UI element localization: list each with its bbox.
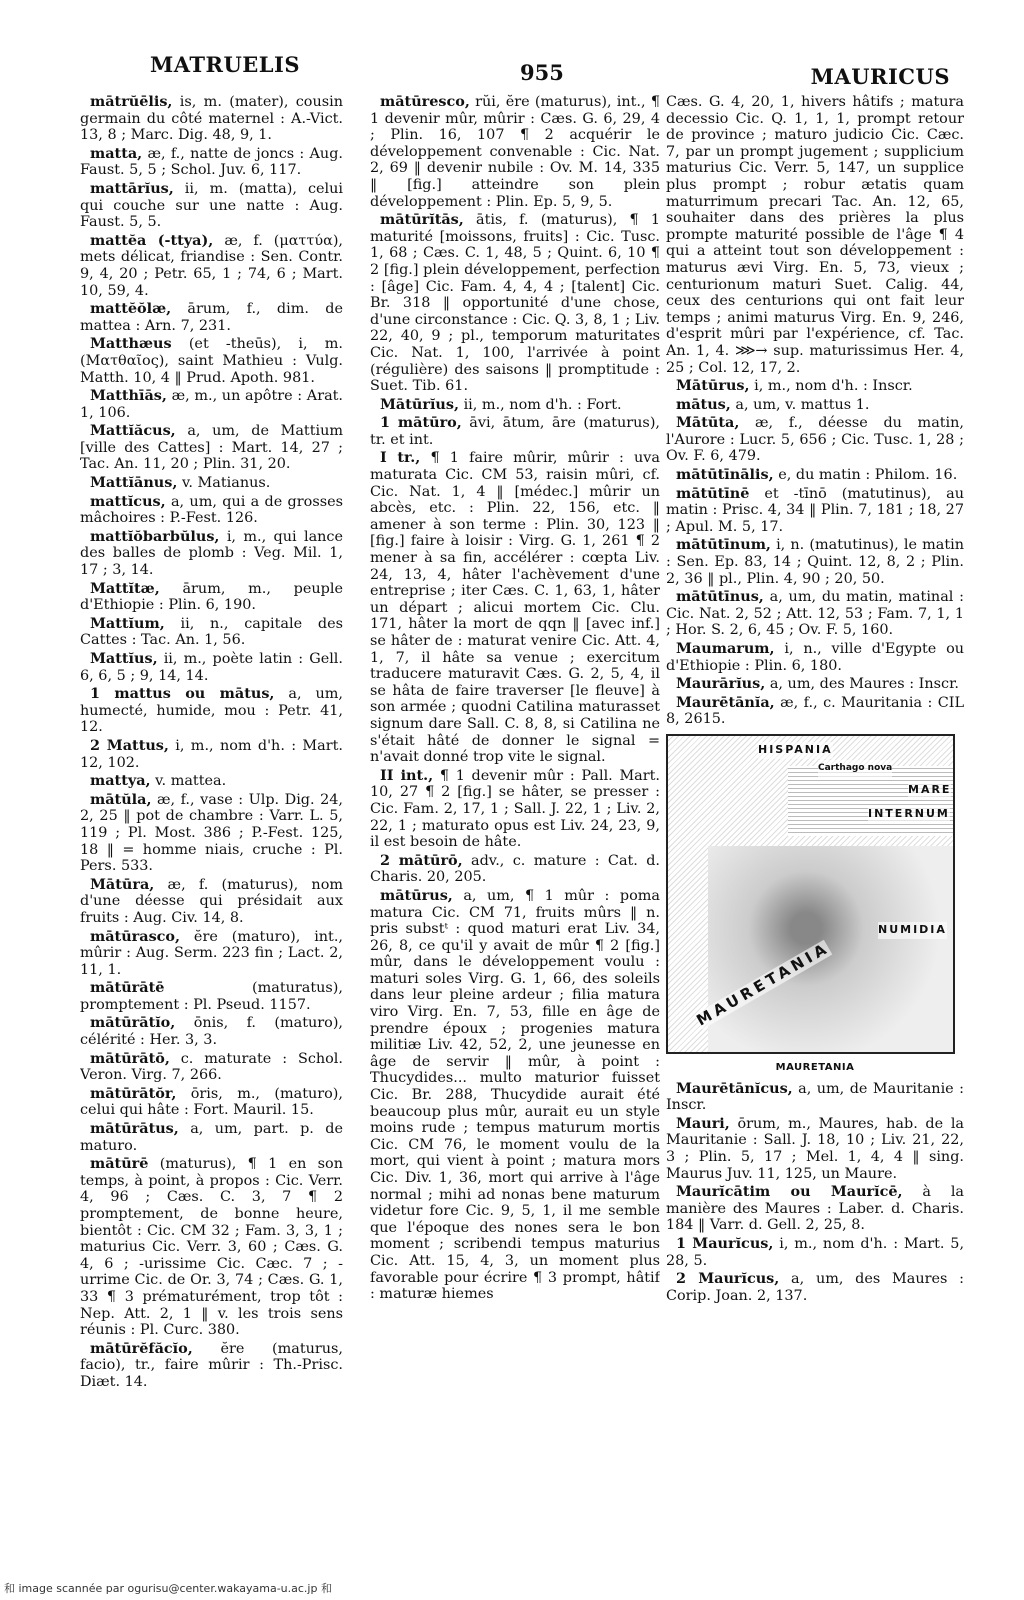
dictionary-entry [80, 1086, 343, 1119]
dictionary-entry [80, 181, 343, 231]
entry-headword: mātūrus, [380, 886, 453, 904]
dictionary-entry [370, 450, 660, 765]
entry-definition: i, m., nom d'h. : Inscr. [754, 378, 913, 395]
entry-headword: mātūrĕfăcĭo, [90, 1339, 193, 1357]
entry-headword: mātŭla, [90, 790, 152, 808]
entry-headword: Mauri, [676, 1114, 730, 1132]
dictionary-entry [370, 768, 660, 851]
dictionary-entry [666, 1081, 964, 1114]
map-figure [666, 734, 964, 1077]
entry-definition: æ, f., vase : Ulp. Dig. 24, 2, 25 ‖ pot de chambre : Varr. L. 5, 119 ; Pl. Most. 386 ; P.-Fest. 125, 18 ‖ = homme niais, cruche : Pl. Pers. 533. [80, 791, 343, 875]
entry-headword: Maurĭcātim ou Maurĭcē, [676, 1183, 903, 1201]
entry-definition: a, um, ¶ 1 mûr : poma matura Cic. CM 71, fruits mûrs ‖ n. pris substᵗ : quod maturi erat Liv. 34, 26, 8, ce qu'il y avait de mûr ¶ 2 [fig.] mûr, dans le développement voulu : maturi soles Virg. G. 1, 66, des soleils dans leur pleine ardeur ; filia matura viro Virg. En. 7, 53, fille en âge de prendre époux ; progenies matura militiæ Liv. 42, 52, 2, une jeunesse en âge de servir ‖ mûr, à point : Thucydides... multo maturior fuisset Cic. Br. 288, Thucydide aurait été beaucoup plus mûr, aurait eu un style moins rude ; tempus maturum mortis Cic. CM 76, le moment voulu de la mort, qui vient à point ; matura mors Cic. Div. 1, 36, mort qui arrive à l'âge normal ; mihi ad nonas bene maturum videtur fore Cic. 9, 5, 1, il me semble que l'époque des nones sera le bon moment ; scribendi tempus maturius Cic. Att. 15, 4, 3, un moment plus favorable pour écrire ¶ 3 prompt, hâtif : maturæ hiemes [370, 887, 660, 1303]
dictionary-entry [666, 695, 964, 728]
dictionary-entry [666, 641, 964, 674]
entry-definition: a, um, v. mattus 1. [735, 396, 870, 413]
entry-headword: Mattĭum, [90, 614, 165, 632]
dictionary-entry [80, 792, 343, 875]
entry-headword: Maurētānĭcus, [676, 1079, 793, 1097]
entry-definition: ārum, m., peuple d'Ethiopie : Plin. 6, 190. [80, 580, 343, 614]
entry-definition: a, um, de Mattium [ville des Cattes] : Mart. 14, 27 ; Tac. An. 11, 20 ; Plin. 31, 20. [80, 423, 343, 473]
dictionary-entry [80, 1051, 343, 1084]
map-image [666, 734, 955, 1054]
guide-word-right: MAURICUS [810, 64, 950, 89]
dictionary-entry [666, 486, 964, 536]
entry-definition: et -tīnō (matutinus), au matin : Prisc. 4, 34 ‖ Plin. 7, 181 ; 18, 27 ; Apul. M. 5, 17. [666, 485, 964, 535]
entry-headword: Maumarum, [676, 640, 775, 657]
entry-headword: 2 Maurĭcus, [676, 1270, 780, 1288]
entry-definition: a, um, humecté, humide, mou : Petr. 41, 12. [80, 686, 343, 736]
entry-definition: c. maturate : Schol. Veron. Virg. 7, 266. [80, 1050, 343, 1084]
dictionary-entry [80, 616, 343, 649]
entry-definition: ii, n., capitale des Cattes : Tac. An. 1, 56. [80, 615, 343, 649]
entry-definition: a, um, des Maures : Inscr. [769, 676, 959, 693]
entry-definition: a, um, de Mauritanie : Inscr. [666, 1080, 964, 1114]
map-label: HISPANIA [758, 742, 833, 759]
entry-headword: Maurētānĭa, [676, 693, 775, 711]
entry-headword: II int., [380, 766, 434, 784]
entry-definition: æ, f., déesse du matin, l'Aurore : Lucr. 5, 656 ; Cic. Tusc. 1, 28 ; Ov. F. 6, 479. [666, 415, 964, 465]
entry-definition: is, m. (mater), cousin germain du côté maternel : A.-Vict. 13, 8 ; Marc. Dig. 48, 9, 1. [80, 94, 343, 144]
dictionary-entry [666, 1184, 964, 1234]
dictionary-entry [370, 888, 660, 1303]
dictionary-entry [370, 397, 660, 414]
entry-headword: mātūrātē [90, 979, 165, 997]
entry-headword: mātrŭēlis, [90, 94, 173, 110]
entry-headword: Matthæus [90, 335, 172, 353]
page-number: 955 [520, 60, 564, 85]
entry-headword: Mātūra, [90, 875, 155, 893]
entry-headword: 2 mātūrō, [380, 851, 463, 869]
entry-headword: Mattĭtæ, [90, 579, 160, 597]
dictionary-entry [80, 929, 343, 979]
dictionary-entry [666, 378, 964, 395]
entry-definition: æ, m., un apôtre : Arat. 1, 106. [80, 388, 343, 421]
entry-headword: mātūresco, [380, 94, 470, 110]
entry-headword: mātūtīnālis, [676, 466, 774, 484]
entry-headword: mātūtīnus, [676, 588, 764, 606]
column-2 [370, 94, 660, 1560]
dictionary-entry [80, 1121, 343, 1154]
dictionary-entry [666, 467, 964, 484]
dictionary-entry [80, 1015, 343, 1048]
map-caption: MAURETANIA [775, 1061, 855, 1073]
dictionary-entry [370, 853, 660, 886]
entry-headword: matta, [90, 144, 143, 162]
entry-headword: 1 Maurĭcus, [676, 1234, 774, 1252]
dictionary-entry [80, 388, 343, 421]
dictionary-entry [666, 589, 964, 639]
scan-footer: 和 image scannée par ogurisu@center.wakayama-u.ac.jp 和 [4, 1582, 332, 1595]
map-label: Carthago nova [818, 760, 892, 777]
map-label: MAURETANIA [693, 938, 833, 1030]
dictionary-entry [370, 415, 660, 448]
dictionary-entry [666, 1271, 964, 1304]
column-1 [80, 94, 343, 1560]
entry-headword: mattĭcus, [90, 492, 166, 510]
entry-definition: ĕre (maturo), int., mûrir : Aug. Serm. 223 fin ; Lact. 2, 11, 1. [80, 928, 343, 978]
entry-headword: mattĭŏbarbŭlus, [90, 527, 220, 545]
entry-headword: Mattĭānus, [90, 474, 178, 492]
entry-definition: æ, f., c. Mauritania : CIL 8, 2615. [666, 694, 964, 728]
entry-definition: v. mattea. [155, 773, 227, 790]
entry-headword: mātūrātĭo, [90, 1014, 176, 1032]
entry-definition: (et -theūs), i, m. (Ματθαῖος), saint Mathieu : Vulg. Matth. 10, 4 ‖ Prud. Apoth. 981. [80, 336, 343, 386]
entry-headword: mātūtīnum, [676, 536, 771, 554]
entry-headword: Mattĭus, [90, 650, 158, 667]
dictionary-entry [80, 494, 343, 527]
entry-headword: mātūrē [90, 1155, 149, 1173]
entry-definition: (maturus), ¶ 1 en son temps, à point, à propos : Cic. Verr. 4, 96 ; Cæs. C. 3, 7 ¶ 2 promptement, de bonne heure, bientôt : Cic. CM 32 ; Fam. 3, 3, 1 ; maturius Cic. Verr. 3, 60 ; Cæs. G. 4, 6 ; -urissime Cic. Cæc. 7 ; -urrime Cic. de Or. 3, 74 ; Cæs. G. 1, 33 ¶ 3 prématurément, trop tôt : Nep. Att. 2, 1 ‖ v. les trois sens réunis : Pl. Curc. 380. [80, 1156, 343, 1339]
entry-definition: æ, f., natte de joncs : Aug. Faust. 5, 5 ; Schol. Juv. 6, 117. [80, 145, 343, 179]
entry-headword: mattĕa (-ttya), [90, 231, 214, 249]
entry-definition: āvi, ātum, āre (maturus), tr. et int. [370, 415, 660, 448]
entry-headword: mātūrātō, [90, 1049, 170, 1067]
entry-definition: v. Matianus. [181, 475, 271, 492]
dictionary-entry [80, 773, 343, 790]
entry-definition: adv., c. mature : Cat. d. Charis. 20, 205. [370, 852, 660, 886]
entry-headword: 1 mātūro, [380, 414, 462, 432]
entry-headword: I tr., [380, 449, 421, 467]
entry-headword: mātūrasco, [90, 927, 181, 945]
entry-headword: Mattĭăcus, [90, 422, 176, 440]
dictionary-entry [80, 146, 343, 179]
dictionary-entry [80, 581, 343, 614]
dictionary-entry [370, 94, 660, 210]
entry-definition: a, um, qui a de grosses mâchoires : P.-Fest. 126. [80, 493, 343, 527]
entry-headword: mattya, [90, 772, 151, 790]
map-label: MARE [908, 782, 951, 799]
map-land-area [708, 846, 953, 1052]
dictionary-entry [80, 529, 343, 579]
dictionary-entry [80, 94, 343, 144]
entry-headword: Mātūrus, [676, 377, 750, 395]
entry-definition: ātis, f. (maturus), ¶ 1 maturité [moissons, fruits] : Cic. Tusc. 1, 68 ; Cæs. C. 1, 48, 5 ; Quint. 6, 10 ¶ 2 [fig.] plein développement, perfection : [âge] Cic. Fam. 4, 4, 4 ; [talent] Cic. Br. 318 ‖ opportunité d'une chose, d'une circonstance : Cic. Q. 3, 8, 1 ; Liv. 22, 40, 9 ; pl., temporum maturitates Cic. Nat. 1, 100, l'arrivée à point (régulière) des saisons ‖ promptitude : Suet. Tib. 61. [370, 212, 660, 395]
dictionary-entry [80, 738, 343, 771]
entry-headword: 1 mattus ou mātus, [90, 685, 275, 703]
dictionary-entry [80, 1156, 343, 1339]
dictionary-entry [80, 336, 343, 386]
dictionary-entry [80, 301, 343, 334]
dictionary-entry [80, 651, 343, 684]
entry-headword: Matthīās, [90, 387, 167, 405]
entry-headword: mātūrĭtās, [380, 211, 464, 229]
entry-headword: mātūtīnē [676, 484, 750, 502]
map-label: NUMIDIA [878, 922, 947, 939]
entry-headword: Mātūta, [676, 414, 740, 432]
entry-definition: a, um, des Maures : Corip. Joan. 2, 137. [666, 1271, 964, 1304]
page-header [30, 52, 994, 92]
dictionary-entry [666, 415, 964, 465]
entry-definition: e, du matin : Philom. 16. [778, 467, 958, 484]
dictionary-entry [80, 686, 343, 736]
entry-headword: 2 Mattus, [90, 736, 169, 754]
guide-word-left: MATRUELIS [150, 52, 301, 77]
entry-definition: a, um, du matin, matinal : Cic. Nat. 2, 52 ; Att. 12, 53 ; Fam. 7, 1, 1 ; Hor. S. 2, 6, 45 ; Ov. F. 5, 160. [666, 589, 964, 639]
entry-definition: i, m., nom d'h. : Mart. 5, 28, 5. [666, 1235, 964, 1269]
entry-definition: ¶ 1 devenir mûr : Pall. Mart. 10, 27 ¶ 2 [fig.] se hâter, se presser : Cic. Fam. 2, 17, 1 ; Sall. J. 22, 1 ; Liv. 2, 22, 1 ; maturato opus est Liv. 24, 23, 9, il est besoin de hâte. [370, 767, 660, 851]
entry-definition: Cæs. G. 4, 20, 1, hivers hâtifs ; matura decessio Cic. Q. 1, 1, 1, prompt retour de province ; maturo judicio Cic. Cæc. 7, par un prompt jugement ; supplicium maturius Cic. Verr. 5, 147, un supplice plus prompt ; robur ætatis quam maturrimum precari Tac. An. 12, 65, souhaiter dans des prières la plus prompte maturité possible de l'âge ¶ 4 qui a atteint tout son développement : maturus ævi Virg. En. 5, 73, vieux ; centurionum maturi Suet. Calig. 44, ceux des centurions qui ont fait leur temps ; animi maturus Virg. En. 9, 246, d'esprit mûri par l'expérience, cf. Tac. An. 1, 4. ⋙→ sup. maturissimus Her. 4, 25 ; Col. 12, 17, 2. [666, 94, 964, 376]
entry-definition: ĕre (maturus, facio), tr., faire mûrir : Th.-Prisc. Diæt. 14. [80, 1340, 343, 1390]
entry-definition: a, um, part. p. de maturo. [80, 1121, 343, 1154]
entry-definition: ii, m., nom d'h. : Fort. [463, 396, 622, 413]
map-label: INTERNUM [868, 806, 950, 823]
entry-headword: mātus, [676, 395, 731, 413]
entry-definition: æ, f. (maturus), nom d'une déesse qui présidait aux fruits : Aug. Civ. 14, 8. [80, 876, 343, 926]
entry-headword: Maurārĭus, [676, 675, 766, 693]
entry-definition: ōnis, f. (maturo), célérité : Her. 3, 3. [80, 1015, 343, 1049]
entry-headword: mātūrātŏr, [90, 1084, 177, 1102]
entry-definition: rŭi, ĕre (maturus), int., ¶ 1 devenir mûr, mûrir : Cæs. G. 6, 29, 4 ; Plin. 16, 107 ¶ 2 acquérir le développement convenable : Cic. Nat. 2, 69 ‖ devenir nubile : Ov. M. 14, 335 ‖ [fig.] atteindre son plein développement : Plin. Ep. 5, 9, 5. [370, 94, 660, 210]
entry-headword: mattārĭus, [90, 179, 174, 197]
dictionary-entry [666, 397, 964, 414]
entry-definition: ōrum, m., Maures, hab. de la Mauritanie : Sall. J. 18, 10 ; Liv. 21, 22, 3 ; Plin. 5, 17 ; Mel. 1, 4, 4 ‖ sing. Maurus Juv. 11, 125, un Maure. [666, 1115, 964, 1182]
entry-headword: Mātūrĭus, [380, 395, 459, 413]
entry-definition: ¶ 1 faire mûrir, mûrir : uva maturata Cic. CM 53, raisin mûri, cf. Cic. Nat. 1, 4 ‖ [médec.] mûrir un abcès, etc. : Plin. 22, 156, etc. ‖ amener à son terme : Plin. 30, 123 ‖ [fig.] faire à loisir : Virg. G. 1, 261 ¶ 2 mener à sa fin, accélérer : cœpta Liv. 24, 13, 4, hâter l'achèvement d'une entreprise ; iter Cæs. C. 1, 63, 1, hâter un départ ; alicui mortem Cic. Clu. 171, hâter la mort de qqn ‖ [avec inf.] se hâter de : maturat venire Cic. Att. 4, 1, 7, il hâte sa venue ; exercitum traducere maturavit Cæs. G. 2, 5, 4, il se hâta de faire traverser [le fleuve] à son armée ; quodni Catilina maturasset signum dare Sall. C. 8, 8, si Catilina ne s'était hâté de donner le signal = n'avait donné trop vite le signal. [370, 450, 660, 766]
entry-definition: æ, f. (ματτύα), mets délicat, friandise : Sen. Contr. 9, 4, 20 ; Petr. 65, 1 ; 74, 6 ; Mart. 10, 59, 4. [80, 232, 343, 299]
dictionary-entry [80, 233, 343, 299]
entry-definition: i, m., qui lance des balles de plomb : Veg. Mil. 1, 17 ; 3, 14. [80, 528, 343, 579]
entry-definition: à la manière des Maures : Laber. d. Charis. 184 ‖ Varr. d. Gell. 2, 25, 8. [666, 1184, 964, 1234]
dictionary-entry [666, 94, 964, 376]
entry-headword: mātūrātus, [90, 1120, 179, 1138]
entry-definition: ārum, f., dim. de mattea : Arn. 7, 231. [80, 301, 343, 334]
dictionary-entry [80, 980, 343, 1013]
entry-definition: i, n. (matutinus), le matin : Sen. Ep. 83, 14 ; Quint. 12, 8, 2 ; Plin. 2, 36 ‖ pl., Plin. 4, 90 ; 20, 50. [666, 537, 964, 587]
dictionary-entry [370, 212, 660, 395]
dictionary-entry [666, 676, 964, 693]
dictionary-entry [80, 475, 343, 492]
entry-definition: ōris, m., (maturo), celui qui hâte : Fort. Mauril. 15. [80, 1085, 343, 1119]
entry-definition: ii, m. (matta), celui qui couche sur une natte : Aug. Faust. 5, 5. [80, 180, 343, 231]
column-3 [666, 94, 964, 1560]
dictionary-entry [80, 1341, 343, 1391]
dictionary-entry [666, 1116, 964, 1182]
entry-headword: mattĕŏlæ, [90, 300, 172, 318]
dictionary-entry [80, 423, 343, 473]
entry-definition: (maturatus), promptement : Pl. Pseud. 1157. [80, 980, 343, 1013]
entry-definition: i, n., ville d'Egypte ou d'Ethiopie : Plin. 6, 180. [666, 641, 964, 674]
dictionary-entry [666, 537, 964, 587]
dictionary-entry [80, 877, 343, 927]
entry-definition: ii, m., poète latin : Gell. 6, 6, 5 ; 9, 14, 14. [80, 651, 343, 684]
dictionary-entry [666, 1236, 964, 1269]
entry-definition: i, m., nom d'h. : Mart. 12, 102. [80, 737, 343, 771]
